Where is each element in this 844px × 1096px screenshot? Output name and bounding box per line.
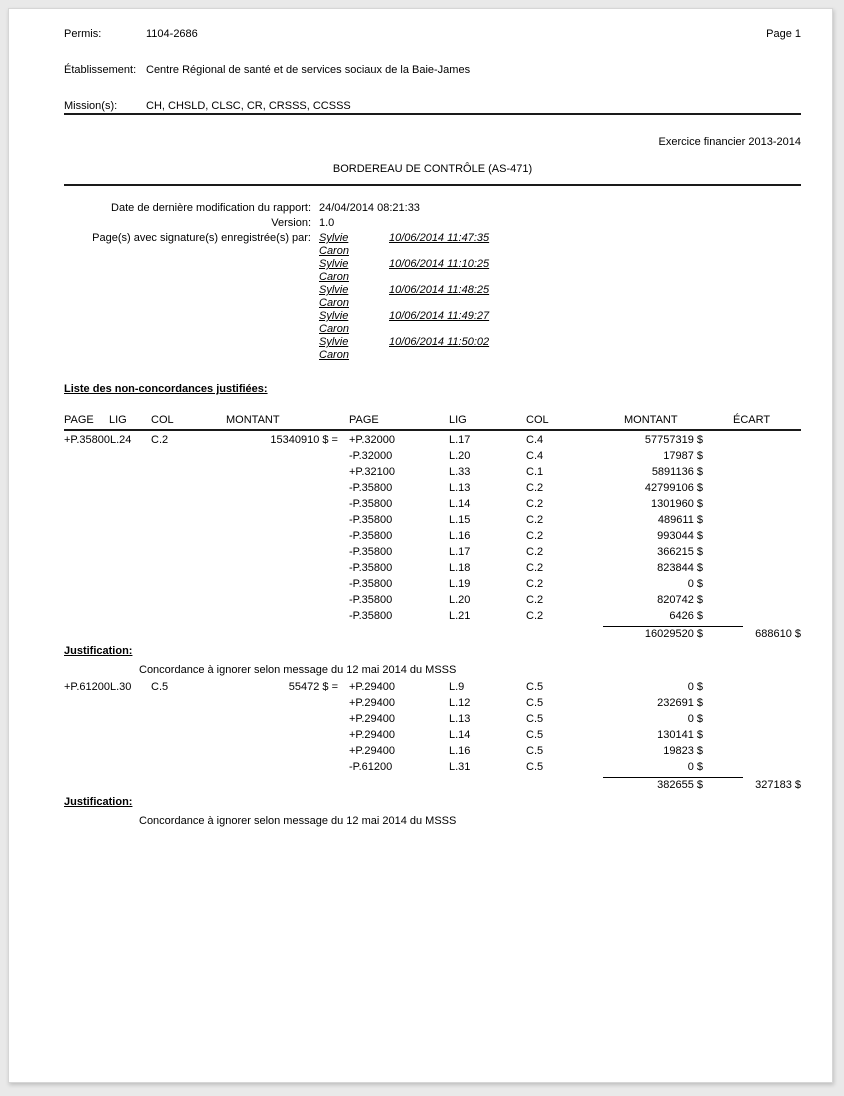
table-row [64, 697, 801, 713]
cell-source-col [151, 713, 203, 729]
cell-source-col [151, 761, 203, 777]
cell-montant: 6426 $ [669, 610, 703, 622]
header-page2: PAGE [349, 414, 379, 426]
cell-col: C.5 [526, 713, 544, 725]
cell-page: -P.35800 [349, 594, 393, 606]
cell-montant: 232691 $ [657, 697, 703, 709]
cell-source-montant [203, 761, 338, 777]
table-header [64, 414, 801, 431]
block-justification [64, 645, 801, 677]
cell-lig: L.31 [449, 761, 471, 773]
etablissement-value: Centre Régional de santé et de services sociaux de la Baie-James [146, 64, 471, 76]
header-montant2: MONTANT [624, 414, 678, 426]
table-row [64, 434, 801, 450]
cell-source-page-lig [64, 610, 151, 626]
cell-source-page-lig [64, 562, 151, 578]
cell-col: C.2 [526, 562, 544, 574]
permis-label: Permis: [64, 28, 102, 40]
table-row [64, 546, 801, 562]
modification-label: Date de dernière modification du rapport: [111, 202, 311, 214]
cell-source-page-lig: +P.61200L.30 [64, 681, 132, 693]
signature-entry [319, 232, 489, 258]
cell-page: -P.35800 [349, 610, 393, 622]
nonconcordance-block [64, 681, 801, 828]
justification-text: Concordance à ignorer selon message du 12 mai 2014 du MSSS [139, 664, 457, 676]
table-row [64, 594, 801, 610]
header-lig2: LIG [449, 414, 467, 426]
title-divider [64, 184, 801, 186]
cell-source-montant [203, 729, 338, 745]
signature-name: Sylvie Caron [319, 284, 349, 309]
header-montant1: MONTANT [226, 414, 280, 426]
table-row [64, 681, 801, 697]
table-row [64, 713, 801, 729]
cell-col: C.5 [526, 681, 544, 693]
block-total [64, 777, 801, 795]
cell-lig: L.15 [449, 514, 471, 526]
cell-montant: 0 $ [687, 713, 703, 725]
cell-lig: L.16 [449, 745, 471, 757]
cell-page: -P.35800 [349, 530, 393, 542]
etablissement-row [64, 64, 801, 77]
signature-datetime: 10/06/2014 11:47:35 [389, 232, 490, 244]
signatures-row [64, 232, 801, 362]
total-montant: 16029520 $ [644, 628, 703, 640]
cell-source-montant [203, 745, 338, 761]
cell-montant: 366215 $ [657, 546, 703, 558]
cell-montant: 19823 $ [663, 745, 703, 757]
cell-page: +P.29400 [349, 713, 395, 725]
cell-source-col [151, 578, 203, 594]
table-row [64, 562, 801, 578]
table-row [64, 466, 801, 482]
cell-lig: L.20 [449, 450, 471, 462]
cell-lig: L.33 [449, 466, 471, 478]
cell-montant: 0 $ [687, 761, 703, 773]
cell-source-page-lig [64, 697, 151, 713]
cell-source-page-lig [64, 530, 151, 546]
total-montant: 382655 $ [657, 779, 703, 791]
cell-montant: 820742 $ [657, 594, 703, 606]
signature-entry [319, 284, 489, 310]
cell-source-montant [203, 450, 338, 466]
missions-row [64, 100, 801, 113]
cell-lig: L.21 [449, 610, 471, 622]
nonconcordance-block [64, 434, 801, 677]
cell-page: +P.29400 [349, 745, 395, 757]
permis-row [64, 28, 801, 41]
cell-col: C.4 [526, 450, 544, 462]
signature-datetime: 10/06/2014 11:10:25 [389, 258, 490, 270]
cell-montant: 17987 $ [663, 450, 703, 462]
cell-source-montant: 55472 $ = [288, 681, 338, 693]
header-lig1: LIG [109, 414, 127, 426]
exercice-financier: Exercice financier 2013-2014 [658, 136, 801, 148]
cell-col: C.2 [526, 498, 544, 510]
cell-source-montant [203, 610, 338, 626]
cell-page: -P.35800 [349, 514, 393, 526]
cell-source-page-lig [64, 761, 151, 777]
cell-source-col [151, 745, 203, 761]
cell-source-page-lig [64, 578, 151, 594]
cell-source-col [151, 594, 203, 610]
cell-montant: 0 $ [687, 681, 703, 693]
cell-source-col [151, 562, 203, 578]
block-justification [64, 796, 801, 828]
cell-source-col: C.5 [151, 681, 169, 693]
cell-source-page-lig [64, 546, 151, 562]
signature-name: Sylvie Caron [319, 258, 349, 283]
cell-source-col [151, 530, 203, 546]
cell-col: C.5 [526, 761, 544, 773]
table-row [64, 729, 801, 745]
cell-lig: L.12 [449, 697, 471, 709]
justification-label: Justification: [64, 796, 133, 808]
cell-col: C.2 [526, 610, 544, 622]
cell-col: C.2 [526, 594, 544, 606]
cell-montant: 0 $ [687, 578, 703, 590]
modification-row [64, 202, 801, 215]
cell-montant: 42799106 $ [644, 482, 703, 494]
cell-source-col: C.2 [151, 434, 169, 446]
cell-page: -P.35800 [349, 562, 393, 574]
cell-source-page-lig [64, 713, 151, 729]
signature-datetime: 10/06/2014 11:49:27 [389, 310, 490, 322]
cell-col: C.5 [526, 697, 544, 709]
cell-source-page-lig [64, 514, 151, 530]
signature-datetime: 10/06/2014 11:50:02 [389, 336, 490, 348]
cell-source-page-lig [64, 498, 151, 514]
table-blocks [64, 434, 801, 828]
signatures-list [319, 232, 489, 362]
cell-page: -P.35800 [349, 578, 393, 590]
page-number: Page 1 [766, 28, 801, 40]
cell-page: -P.35800 [349, 482, 393, 494]
cell-source-montant [203, 562, 338, 578]
table-row [64, 482, 801, 498]
cell-source-page-lig [64, 482, 151, 498]
permis-value: 1104-2686 [146, 28, 198, 40]
signatures-label: Page(s) avec signature(s) enregistrée(s) par: [92, 232, 311, 244]
cell-col: C.2 [526, 578, 544, 590]
cell-col: C.5 [526, 745, 544, 757]
cell-lig: L.13 [449, 482, 471, 494]
cell-source-col [151, 466, 203, 482]
cell-lig: L.9 [449, 681, 465, 693]
cell-source-col [151, 450, 203, 466]
cell-source-col [151, 514, 203, 530]
cell-source-col [151, 610, 203, 626]
block-total [64, 626, 801, 644]
cell-lig: L.13 [449, 713, 471, 725]
cell-source-montant [203, 482, 338, 498]
cell-source-col [151, 729, 203, 745]
meta-block [64, 202, 801, 362]
justification-label: Justification: [64, 645, 133, 657]
cell-page: +P.29400 [349, 729, 395, 741]
total-ecart: 327183 $ [755, 779, 801, 791]
table-row [64, 498, 801, 514]
cell-lig: L.14 [449, 729, 471, 741]
cell-col: C.5 [526, 729, 544, 741]
cell-source-montant [203, 466, 338, 482]
cell-page: +P.29400 [349, 681, 395, 693]
cell-col: C.2 [526, 514, 544, 526]
signature-name: Sylvie Caron [319, 310, 349, 335]
total-ecart: 688610 $ [755, 628, 801, 640]
signature-name: Sylvie Caron [319, 232, 349, 257]
cell-page: -P.35800 [349, 498, 393, 510]
cell-source-col [151, 482, 203, 498]
cell-source-col [151, 546, 203, 562]
signature-entry [319, 336, 489, 362]
signature-datetime: 10/06/2014 11:48:25 [389, 284, 490, 296]
cell-montant: 993044 $ [657, 530, 703, 542]
cell-source-page-lig: +P.35800L.24 [64, 434, 132, 446]
cell-lig: L.17 [449, 434, 471, 446]
cell-source-page-lig [64, 729, 151, 745]
report-page [8, 8, 833, 1083]
header-divider [64, 113, 801, 115]
cell-source-col [151, 697, 203, 713]
version-value: 1.0 [319, 217, 335, 229]
cell-col: C.2 [526, 482, 544, 494]
table-row [64, 514, 801, 530]
cell-source-page-lig [64, 450, 151, 466]
cell-source-page-lig [64, 745, 151, 761]
cell-source-montant [203, 530, 338, 546]
signature-entry [319, 258, 489, 284]
total-rule [603, 626, 743, 627]
justification-text: Concordance à ignorer selon message du 12 mai 2014 du MSSS [139, 815, 457, 827]
header-page1: PAGE [64, 414, 94, 426]
cell-lig: L.14 [449, 498, 471, 510]
cell-col: C.1 [526, 466, 544, 478]
table-row [64, 450, 801, 466]
cell-source-page-lig [64, 466, 151, 482]
cell-source-montant: 15340910 $ = [270, 434, 338, 446]
header-col2: COL [526, 414, 549, 426]
missions-value: CH, CHSLD, CLSC, CR, CRSSS, CCSSS [146, 100, 351, 112]
document-title: BORDEREAU DE CONTRÔLE (AS-471) [332, 163, 533, 175]
header-col1: COL [151, 414, 174, 426]
cell-montant: 1301960 $ [651, 498, 703, 510]
cell-montant: 489611 $ [657, 514, 703, 526]
table-row [64, 610, 801, 626]
cell-source-montant [203, 514, 338, 530]
header-ecart: ÉCART [733, 414, 771, 426]
missions-label: Mission(s): [64, 100, 118, 112]
list-title: Liste des non-concordances justifiées: [64, 383, 268, 395]
cell-page: +P.29400 [349, 697, 395, 709]
cell-lig: L.16 [449, 530, 471, 542]
version-label: Version: [271, 217, 311, 229]
cell-page: -P.35800 [349, 546, 393, 558]
cell-source-col [151, 498, 203, 514]
version-row [64, 217, 801, 230]
cell-montant: 130141 $ [657, 729, 703, 741]
cell-source-montant [203, 546, 338, 562]
cell-source-montant [203, 697, 338, 713]
total-rule [603, 777, 743, 778]
cell-page: +P.32000 [349, 434, 395, 446]
table-row [64, 761, 801, 777]
cell-lig: L.20 [449, 594, 471, 606]
cell-source-page-lig [64, 594, 151, 610]
cell-source-montant [203, 498, 338, 514]
cell-lig: L.18 [449, 562, 471, 574]
table-row [64, 745, 801, 761]
cell-source-montant [203, 594, 338, 610]
cell-page: +P.32100 [349, 466, 395, 478]
table-row [64, 530, 801, 546]
signature-name: Sylvie Caron [319, 336, 349, 361]
cell-col: C.4 [526, 434, 544, 446]
cell-source-montant [203, 713, 338, 729]
cell-page: -P.32000 [349, 450, 393, 462]
cell-col: C.2 [526, 546, 544, 558]
cell-lig: L.19 [449, 578, 471, 590]
cell-montant: 57757319 $ [644, 434, 703, 446]
cell-col: C.2 [526, 530, 544, 542]
identification-block [64, 28, 801, 115]
modification-value: 24/04/2014 08:21:33 [319, 202, 420, 214]
cell-montant: 823844 $ [657, 562, 703, 574]
signature-entry [319, 310, 489, 336]
cell-page: -P.61200 [349, 761, 393, 773]
table-row [64, 578, 801, 594]
etablissement-label: Établissement: [64, 64, 137, 76]
cell-source-montant [203, 578, 338, 594]
cell-lig: L.17 [449, 546, 471, 558]
cell-montant: 5891136 $ [651, 466, 703, 478]
